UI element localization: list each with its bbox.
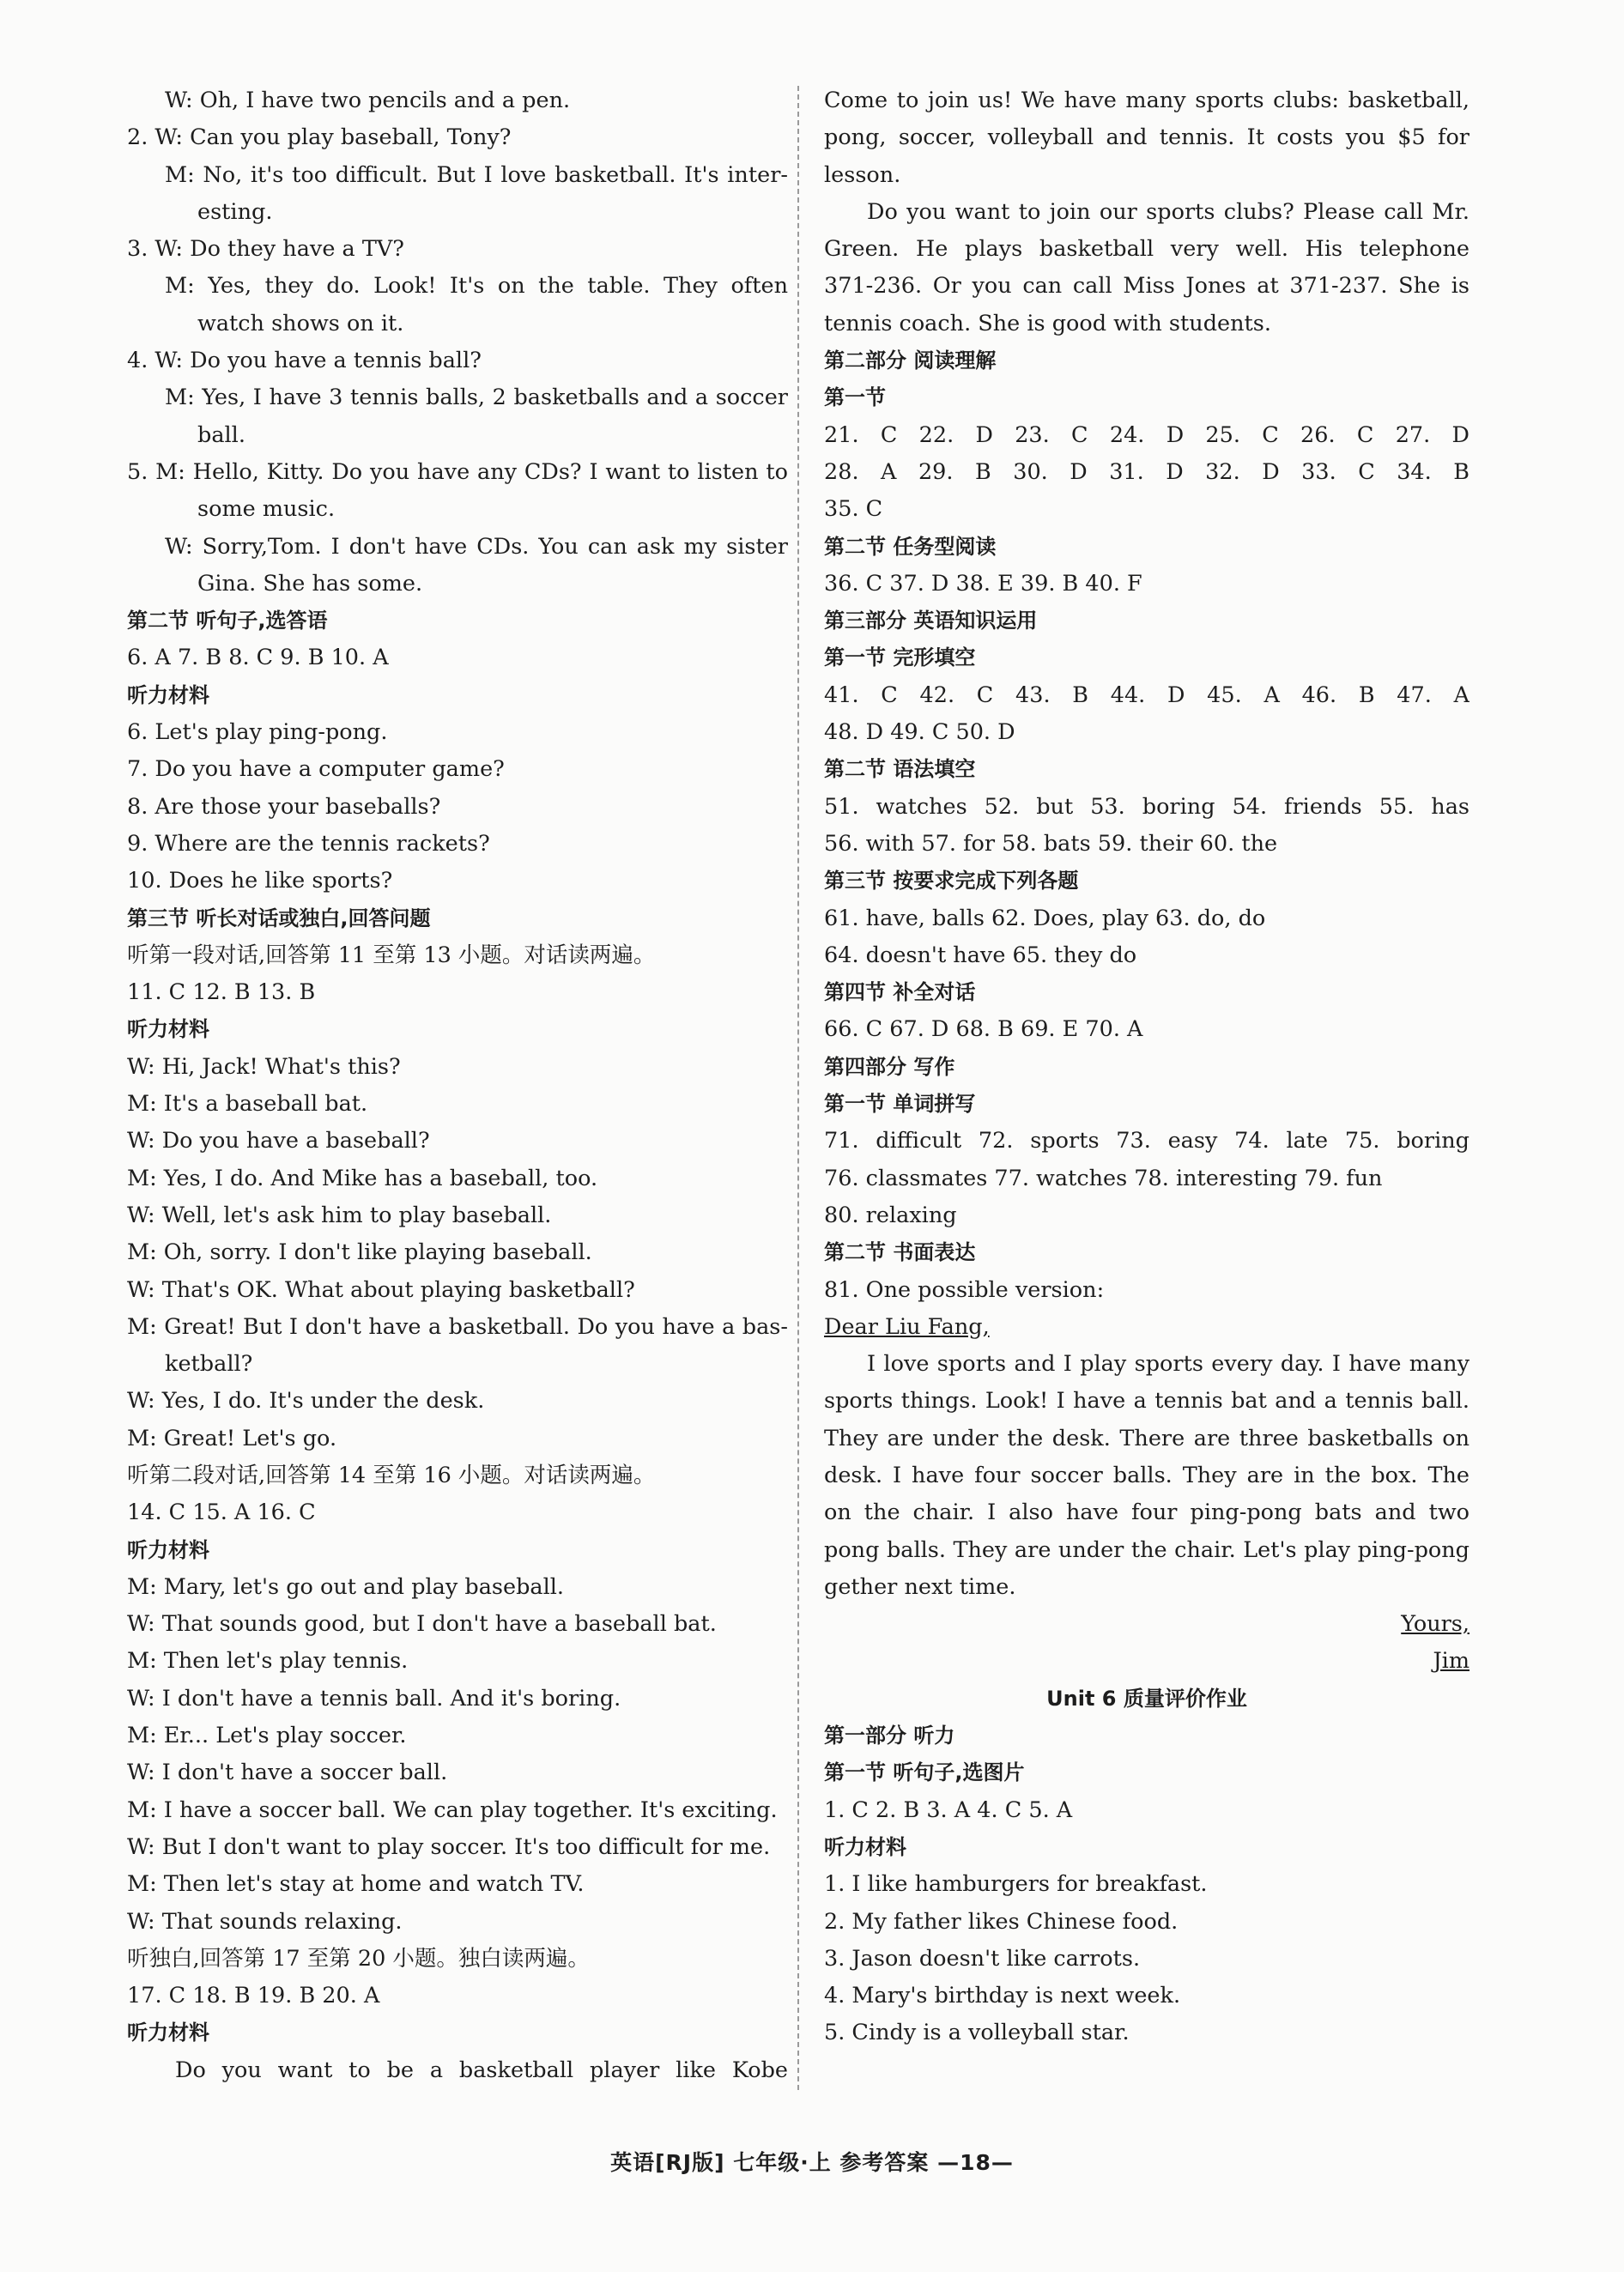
text-line: M: Yes, they do. Look! It's on the table. They often <box>165 273 788 300</box>
text-line: lesson. <box>824 161 901 188</box>
text-line: desk. I have four soccer balls. They are in the box. The <box>824 1462 1469 1488</box>
text-line: 听第一段对话,回答第 11 至第 13 小题。对话读两遍。 <box>127 942 656 968</box>
text-line: M: Er... Let's play soccer. <box>127 1723 407 1749</box>
text-line: some music. <box>197 496 336 523</box>
text-line: 2. W: Can you play baseball, Tony? <box>127 124 512 151</box>
text-line: on the chair. I also have four ping-pong bats and two <box>824 1500 1469 1526</box>
section-heading: 第三节 按要求完成下列各题 <box>824 869 1079 894</box>
text-line: 36. C 37. D 38. E 39. B 40. F <box>824 570 1142 597</box>
section-heading: 听力材料 <box>127 1017 209 1042</box>
text-line: 6. Let's play ping-pong. <box>127 719 388 746</box>
text-line: 51. watches 52. but 53. boring 54. friends 55. has <box>824 793 1469 820</box>
text-line: 64. doesn't have 65. they do <box>824 942 1137 968</box>
section-heading: 第一节 <box>824 385 886 410</box>
left-column <box>127 82 788 2089</box>
text-line: M: Then let's stay at home and watch TV. <box>127 1871 585 1898</box>
text-line: 81. One possible version: <box>824 1276 1105 1303</box>
text-line: 66. C 67. D 68. B 69. E 70. A <box>824 1016 1143 1043</box>
section-heading: 第一节 单词拼写 <box>824 1092 976 1117</box>
text-line: 371-236. Or you can call Miss Jones at 371-237. She is <box>824 273 1469 300</box>
text-line: M: I have a soccer ball. We can play together. It's exciting. <box>127 1796 778 1823</box>
text-line: M: Great! But I don't have a basketball. Do you have a bas- <box>127 1313 788 1340</box>
text-line: 71. difficult 72. sports 73. easy 74. late 75. boring <box>824 1128 1469 1154</box>
page-footer: 英语[RJ版] 七年级·上 参考答案 —18— <box>610 2150 1014 2175</box>
text-line: Dear Liu Fang, <box>824 1313 990 1340</box>
text-line: 听第二段对话,回答第 14 至第 16 小题。对话读两遍。 <box>127 1462 656 1488</box>
text-line: W: Sorry,Tom. I don't have CDs. You can ask my sister <box>165 533 788 560</box>
section-heading: 听力材料 <box>127 1537 209 1562</box>
right-column <box>824 82 1469 2052</box>
text-line: W: Oh, I have two pencils and a pen. <box>165 88 571 113</box>
section-heading: 第一节 听句子,选图片 <box>824 1760 1025 1785</box>
text-line: Gina. She has some. <box>197 570 423 597</box>
section-heading: 第二节 书面表达 <box>824 1240 976 1265</box>
text-line: 11. C 12. B 13. B <box>127 979 316 1006</box>
text-line: pong balls. They are under the chair. Let's play ping-pong <box>824 1536 1469 1563</box>
section-heading: 第四节 补全对话 <box>824 980 976 1005</box>
text-line: 10. Does he like sports? <box>127 868 393 894</box>
text-line: 28. A 29. B 30. D 31. D 32. D 33. C 34. B <box>824 458 1469 485</box>
text-line: W: That sounds good, but I don't have a baseball bat. <box>127 1611 717 1638</box>
text-line: 7. Do you have a computer game? <box>127 756 505 783</box>
text-line: 61. have, balls 62. Does, play 63. do, do <box>824 905 1266 931</box>
section-heading: 第一部分 听力 <box>824 1724 955 1748</box>
text-line: 35. C <box>824 496 883 523</box>
section-heading: 第二节 听句子,选答语 <box>127 609 328 633</box>
text-line: 5. M: Hello, Kitty. Do you have any CDs? I want to listen to <box>127 458 788 485</box>
text-line: 3. W: Do they have a TV? <box>127 236 404 263</box>
section-heading: 第三部分 英语知识运用 <box>824 609 1038 633</box>
text-line: 14. C 15. A 16. C <box>127 1500 316 1526</box>
text-line: M: Great! Let's go. <box>127 1425 337 1451</box>
text-line: M: It's a baseball bat. <box>127 1091 368 1118</box>
section-heading: 第二节 任务型阅读 <box>824 534 997 559</box>
text-line: I love sports and I play sports every day. I have many <box>867 1351 1469 1378</box>
text-line: Jim <box>1433 1648 1469 1675</box>
text-line: W: That's OK. What about playing basketball? <box>127 1276 635 1303</box>
section-heading: 第三节 听长对话或独白,回答问题 <box>127 906 431 930</box>
text-line: watch shows on it. <box>197 310 404 336</box>
text-line: 听独白,回答第 17 至第 20 小题。独白读两遍。 <box>127 1945 590 1972</box>
section-heading: 第一节 完形填空 <box>824 645 976 670</box>
text-line: 41. C 42. C 43. B 44. D 45. A 46. B 47. A <box>824 682 1469 708</box>
text-line: ketball? <box>165 1351 253 1378</box>
text-line: 6. A 7. B 8. C 9. B 10. A <box>127 645 389 671</box>
text-line: M: Oh, sorry. I don't like playing baseball. <box>127 1239 592 1266</box>
text-line: M: Then let's play tennis. <box>127 1648 409 1675</box>
text-line: 48. D 49. C 50. D <box>824 719 1015 746</box>
text-line: W: Do you have a baseball? <box>127 1128 430 1154</box>
text-line: 4. W: Do you have a tennis ball? <box>127 348 482 374</box>
text-line: They are under the desk. There are three basketballs on <box>824 1425 1469 1451</box>
text-line: 80. relaxing <box>824 1202 957 1228</box>
section-heading: 听力材料 <box>127 2021 209 2045</box>
section-heading: 第四部分 写作 <box>824 1054 955 1079</box>
text-line: Do you want to be a basketball player like Kobe <box>175 2057 788 2083</box>
text-line: pong, soccer, volleyball and tennis. It costs you $5 for <box>824 124 1469 151</box>
text-line: M: Yes, I do. And Mike has a baseball, too. <box>127 1165 598 1191</box>
section-heading: 听力材料 <box>127 682 209 707</box>
text-line: gether next time. <box>824 1573 1016 1600</box>
section-heading: 第二节 语法填空 <box>824 757 976 782</box>
text-line: W: Well, let's ask him to play baseball. <box>127 1202 552 1228</box>
text-line: 8. Are those your baseballs? <box>127 793 441 820</box>
text-line: W: I don't have a soccer ball. <box>127 1760 448 1786</box>
text-line: sports things. Look! I have a tennis bat and a tennis ball. <box>824 1388 1469 1415</box>
text-line: W: Hi, Jack! What's this? <box>127 1053 401 1080</box>
text-line: 56. with 57. for 58. bats 59. their 60. the <box>824 830 1278 857</box>
section-heading: 听力材料 <box>824 1834 906 1859</box>
text-line: Green. He plays basketball very well. His telephone <box>824 236 1469 263</box>
text-line: 1. C 2. B 3. A 4. C 5. A <box>824 1796 1073 1823</box>
text-line: 2. My father likes Chinese food. <box>824 1908 1179 1935</box>
text-line: 17. C 18. B 19. B 20. A <box>127 1983 380 2009</box>
text-line: 1. I like hamburgers for breakfast. <box>824 1871 1208 1898</box>
text-line: W: Yes, I do. It's under the desk. <box>127 1388 485 1415</box>
text-line: tennis coach. She is good with students. <box>824 310 1271 336</box>
text-line: W: But I don't want to play soccer. It's too difficult for me. <box>127 1833 771 1860</box>
text-line: M: Mary, let's go out and play baseball. <box>127 1573 565 1600</box>
text-line: Yours, <box>1401 1611 1469 1638</box>
column-divider <box>797 86 799 2090</box>
text-line: 9. Where are the tennis rackets? <box>127 830 490 857</box>
text-line: 5. Cindy is a volleyball star. <box>824 2020 1130 2046</box>
text-line: 76. classmates 77. watches 78. interesting 79. fun <box>824 1165 1383 1191</box>
section-heading: 第二部分 阅读理解 <box>824 348 997 373</box>
text-line: 4. Mary's birthday is next week. <box>824 1983 1181 2009</box>
text-line: W: That sounds relaxing. <box>127 1908 403 1935</box>
text-line: 3. Jason doesn't like carrots. <box>824 1945 1141 1972</box>
text-line: Come to join us! We have many sports clubs: basketball, <box>824 88 1469 113</box>
text-line: 21. C 22. D 23. C 24. D 25. C 26. C 27. D <box>824 421 1469 448</box>
text-line: esting. <box>197 198 273 225</box>
text-line: Do you want to join our sports clubs? Please call Mr. <box>867 198 1469 225</box>
text-line: W: I don't have a tennis ball. And it's boring. <box>127 1685 621 1712</box>
text-line: M: No, it's too difficult. But I love basketball. It's inter- <box>165 161 788 188</box>
section-heading: Unit 6 质量评价作业 <box>1046 1686 1247 1711</box>
text-line: M: Yes, I have 3 tennis balls, 2 basketballs and a soccer <box>165 385 788 411</box>
text-line: ball. <box>197 421 245 448</box>
